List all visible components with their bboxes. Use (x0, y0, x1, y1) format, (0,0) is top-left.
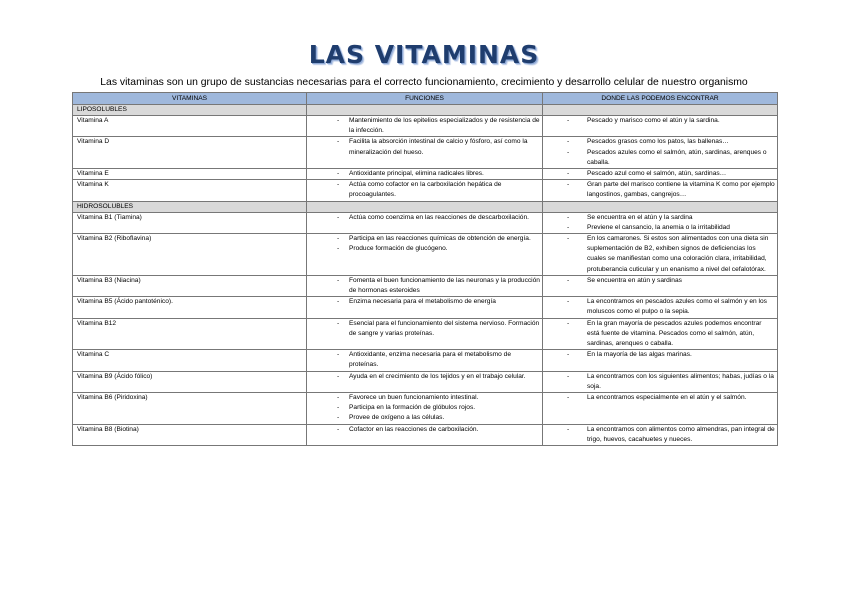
list-item: - Ayuda en el crecimiento de los tejidos y en el trabajo celular. (349, 372, 540, 382)
vitamin-name: Vitamina E (73, 169, 307, 180)
table-row (73, 169, 778, 180)
table-header-row (73, 93, 778, 105)
functions-cell (307, 318, 543, 350)
list-item: - Actúa como coenzima en las reacciones de descarboxilación. (349, 213, 540, 223)
functions-cell (307, 180, 543, 201)
list-item: - Pescado azul como el salmón, atún, sardinas… (587, 169, 775, 179)
table-row (73, 424, 778, 445)
group-label: HIDROSOLUBLES (73, 201, 307, 212)
list-item: - Participa en las reacciones químicas de obtención de energía. (349, 234, 540, 244)
list-item: - En los camarones. Si estos son alimentados con una dieta sin suplementación de B2, exhiben signos de deficiencias los cuales se manifiestan como una coloración clara, irritabilidad, protuberancia cuticular y un enanismo a nivel del cefalotórax. (587, 234, 775, 275)
functions-list (311, 297, 540, 307)
document-subtitle: Las vitaminas son un grupo de sustancias necesarias para el correcto funcionamiento, crecimiento y desarrollo celular de nuestro organismo (100, 77, 748, 88)
group-label: LIPOSOLUBLES (73, 105, 307, 116)
sources-cell (543, 169, 778, 180)
functions-list (311, 180, 540, 200)
functions-list (311, 276, 540, 296)
list-item: - La encontramos especialmente en el atún y el salmón. (587, 393, 775, 403)
functions-list (311, 137, 540, 157)
vitamin-name: Vitamina A (73, 116, 307, 137)
sources-cell (543, 297, 778, 318)
list-item: - En la mayoría de las algas marinas. (587, 350, 775, 360)
group-empty-cell (307, 201, 543, 212)
sources-cell (543, 234, 778, 276)
sources-list (547, 350, 775, 360)
sources-cell (543, 350, 778, 371)
vitamin-name: Vitamina C (73, 350, 307, 371)
functions-cell (307, 169, 543, 180)
functions-list (311, 116, 540, 136)
table-row (73, 371, 778, 392)
vitamin-name: Vitamina B6 (Piridoxina) (73, 393, 307, 425)
functions-cell (307, 137, 543, 169)
header-vitaminas: VITAMINAS (73, 93, 307, 105)
vitamin-name: Vitamina D (73, 137, 307, 169)
sources-list (547, 116, 775, 126)
group-row (73, 105, 778, 116)
vitamin-name: Vitamina B2 (Riboflavina) (73, 234, 307, 276)
list-item: - En la gran mayoría de pescados azules podemos encontrar está fuente de vitamina. Pescados como el salmón, atún, sardinas, arenques o caballa. (587, 319, 775, 350)
group-empty-cell (543, 201, 778, 212)
sources-cell (543, 137, 778, 169)
table-row (73, 116, 778, 137)
functions-cell (307, 350, 543, 371)
functions-list (311, 393, 540, 424)
list-item: - Facilita la absorción intestinal de calcio y fósforo, así como la mineralización del hueso. (349, 137, 540, 157)
sources-list (547, 372, 775, 392)
vitamin-name: Vitamina K (73, 180, 307, 201)
list-item: - Participa en la formación de glóbulos rojos. (349, 403, 540, 413)
list-item: - La encontramos con alimentos como almendras, pan integral de trigo, huevos, cacahuetes y nueces. (587, 425, 775, 445)
header-donde: DONDE LAS PODEMOS ENCONTRAR (543, 93, 778, 105)
sources-list (547, 276, 775, 286)
table-row (73, 393, 778, 425)
sources-cell (543, 212, 778, 233)
functions-cell (307, 393, 543, 425)
sources-cell (543, 275, 778, 296)
sources-cell (543, 393, 778, 425)
list-item: - Favorece un buen funcionamiento intestinal. (349, 393, 540, 403)
sources-cell (543, 424, 778, 445)
table-row (73, 350, 778, 371)
list-item: - Previene el cansancio, la anemia o la irritabilidad (587, 223, 775, 233)
functions-list (311, 425, 540, 435)
list-item: - Provee de oxígeno a las células. (349, 413, 540, 423)
functions-cell (307, 116, 543, 137)
list-item: - Antioxidante principal, elimina radicales libres. (349, 169, 540, 179)
sources-cell (543, 116, 778, 137)
vitamin-name: Vitamina B5 (Ácido pantoténico). (73, 297, 307, 318)
vitamin-name: Vitamina B9 (Ácido fólico) (73, 371, 307, 392)
sources-list (547, 297, 775, 317)
table-row (73, 234, 778, 276)
sources-list (547, 180, 775, 200)
functions-cell (307, 371, 543, 392)
vitamins-table (72, 92, 778, 446)
functions-cell (307, 424, 543, 445)
list-item: - Antioxidante, enzima necesaria para el metabolismo de proteínas. (349, 350, 540, 370)
functions-cell (307, 275, 543, 296)
list-item: - Se encuentra en atún y sardinas (587, 276, 775, 286)
sources-cell (543, 180, 778, 201)
group-row (73, 201, 778, 212)
functions-list (311, 372, 540, 382)
table-row (73, 297, 778, 318)
sources-list (547, 137, 775, 168)
list-item: - Esencial para el funcionamiento del sistema nervioso. Formación de sangre y varias proteínas. (349, 319, 540, 339)
list-item: - Pescados azules como el salmón, atún, sardinas, arenques o caballa. (587, 148, 775, 168)
vitamin-name: Vitamina B1 (Tiamina) (73, 212, 307, 233)
table-body (73, 105, 778, 446)
document-title: LAS VITAMINAS (308, 40, 540, 69)
list-item: - Gran parte del marisco contiene la vitamina K como por ejemplo langostinos, gambas, cangrejos… (587, 180, 775, 200)
list-item: - Mantenimiento de los epitelios especializados y de resistencia de la infección. (349, 116, 540, 136)
table-row (73, 137, 778, 169)
functions-list (311, 234, 540, 254)
group-empty-cell (307, 105, 543, 116)
sources-list (547, 234, 775, 275)
table-row (73, 275, 778, 296)
sources-list (547, 425, 775, 445)
group-empty-cell (543, 105, 778, 116)
functions-list (311, 319, 540, 339)
table-row (73, 180, 778, 201)
functions-cell (307, 297, 543, 318)
sources-cell (543, 371, 778, 392)
vitamin-name: Vitamina B8 (Biotina) (73, 424, 307, 445)
list-item: - Actúa como cofactor en la carboxilación hepática de procoagulantes. (349, 180, 540, 200)
list-item: - Pescados grasos como los patos, las ballenas… (587, 137, 775, 147)
list-item: - Enzima necesaria para el metabolismo de energía (349, 297, 540, 307)
table-row (73, 318, 778, 350)
list-item: - Fomenta el buen funcionamiento de las neuronas y la producción de hormonas esteroides (349, 276, 540, 296)
sources-list (547, 319, 775, 350)
list-item: - La encontramos con los siguientes alimentos; habas, judías o la soja. (587, 372, 775, 392)
header-funciones: FUNCIONES (307, 93, 543, 105)
sources-cell (543, 318, 778, 350)
functions-list (311, 350, 540, 370)
list-item: - Pescado y marisco como el atún y la sardina. (587, 116, 775, 126)
functions-list (311, 213, 540, 223)
vitamin-name: Vitamina B3 (Niacina) (73, 275, 307, 296)
sources-list (547, 169, 775, 179)
vitamin-name: Vitamina B12 (73, 318, 307, 350)
functions-cell (307, 212, 543, 233)
list-item: - Se encuentra en el atún y la sardina (587, 213, 775, 223)
list-item: - Produce formación de glucógeno. (349, 244, 540, 254)
sources-list (547, 393, 775, 403)
list-item: - La encontramos en pescados azules como el salmón y en los moluscos como el pulpo o la sepia. (587, 297, 775, 317)
table-row (73, 212, 778, 233)
list-item: - Cofactor en las reacciones de carboxilación. (349, 425, 540, 435)
functions-list (311, 169, 540, 179)
sources-list (547, 213, 775, 233)
functions-cell (307, 234, 543, 276)
